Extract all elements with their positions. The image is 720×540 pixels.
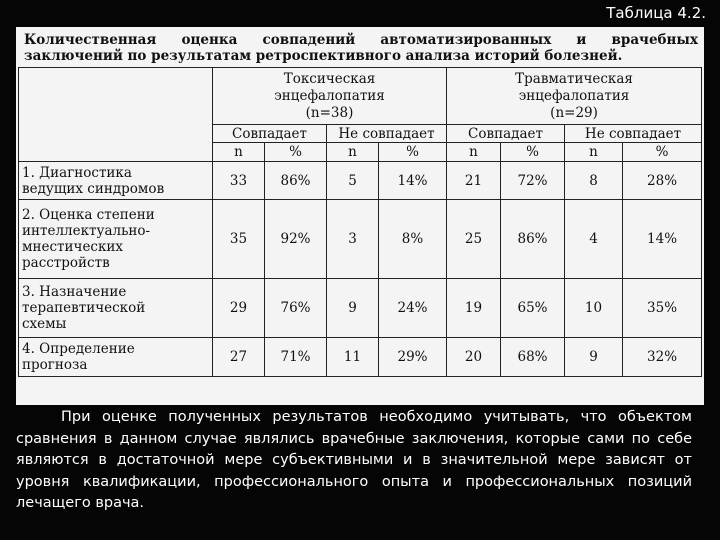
table-cell: 10 [565,279,623,338]
table-cell: 28% [623,162,702,200]
results-table [18,67,702,377]
scanned-table-image [16,27,704,405]
group-count: (n=38) [305,104,354,121]
table-row [19,200,702,279]
note-text: При оценке полученных результатов необходимо учитывать, что объектом сравнения в данном случае являлись врачебные заключения, которые сами по себе являются в достаточной мере субъективными и в значительной мере зависят от уровня квалификации, профессионального опыта и профессиональных позиций лечащего врача. [16,409,692,511]
col-n: n [447,143,501,162]
table-cell: 33 [213,162,265,200]
table-cell: 11 [327,338,379,377]
group-header-trauma [447,68,702,125]
row-label: 3. Назначение терапевтической схемы [19,279,213,338]
subheader-nomatch: Не совпадает [327,125,447,143]
table-cell: 86% [501,200,565,279]
row-label: 4. Определение прогноза [19,338,213,377]
table-cell: 5 [327,162,379,200]
group-count: (n=29) [550,104,598,121]
table-cell: 24% [379,279,447,338]
group-header-toxic [213,68,447,125]
col-n: n [327,143,379,162]
table-cell: 9 [327,279,379,338]
note-paragraph [16,407,692,515]
table-cell: 3 [327,200,379,279]
table-row [19,338,702,377]
table-cell: 19 [447,279,501,338]
col-n: n [565,143,623,162]
col-pct: % [501,143,565,162]
table-cell: 8 [565,162,623,200]
table-cell: 76% [265,279,327,338]
table-cell: 14% [379,162,447,200]
table-cell: 92% [265,200,327,279]
table-cell: 29% [379,338,447,377]
table-cell: 86% [265,162,327,200]
table-cell: 21 [447,162,501,200]
table-cell: 71% [265,338,327,377]
subheader-match: Совпадает [213,125,327,143]
col-pct: % [379,143,447,162]
group-title: энцефалопатия [274,87,385,104]
group-title: Токсическая [283,70,376,87]
table-cell: 72% [501,162,565,200]
table-cell: 27 [213,338,265,377]
caption-line-2: заключений по результатам ретроспективного анализа историй болезней. [24,48,623,64]
subheader-nomatch: Не совпадает [565,125,702,143]
subheader-match: Совпадает [447,125,565,143]
table-cell: 14% [623,200,702,279]
table-cell: 35 [213,200,265,279]
col-pct: % [623,143,702,162]
table-caption [16,27,704,64]
table-cell: 35% [623,279,702,338]
row-label: 1. Диагностика ведущих синдромов [19,162,213,200]
table-cell: 9 [565,338,623,377]
col-n: n [213,143,265,162]
table-row [19,279,702,338]
table-cell: 32% [623,338,702,377]
table-cell: 68% [501,338,565,377]
slide-label: Таблица 4.2. [606,4,706,22]
header-empty-cell [19,68,213,162]
row-label: 2. Оценка степени интеллектуально- мнестических расстройств [19,200,213,279]
col-pct: % [265,143,327,162]
table-cell: 29 [213,279,265,338]
table-cell: 65% [501,279,565,338]
table-row [19,162,702,200]
group-title: энцефалопатия [518,87,630,104]
caption-line-1: Количественная оценка совпадений автоматизированных и врачебных [24,32,698,48]
group-title: Травматическая [515,70,633,87]
table-cell: 8% [379,200,447,279]
table-cell: 25 [447,200,501,279]
table-cell: 20 [447,338,501,377]
table-cell: 4 [565,200,623,279]
